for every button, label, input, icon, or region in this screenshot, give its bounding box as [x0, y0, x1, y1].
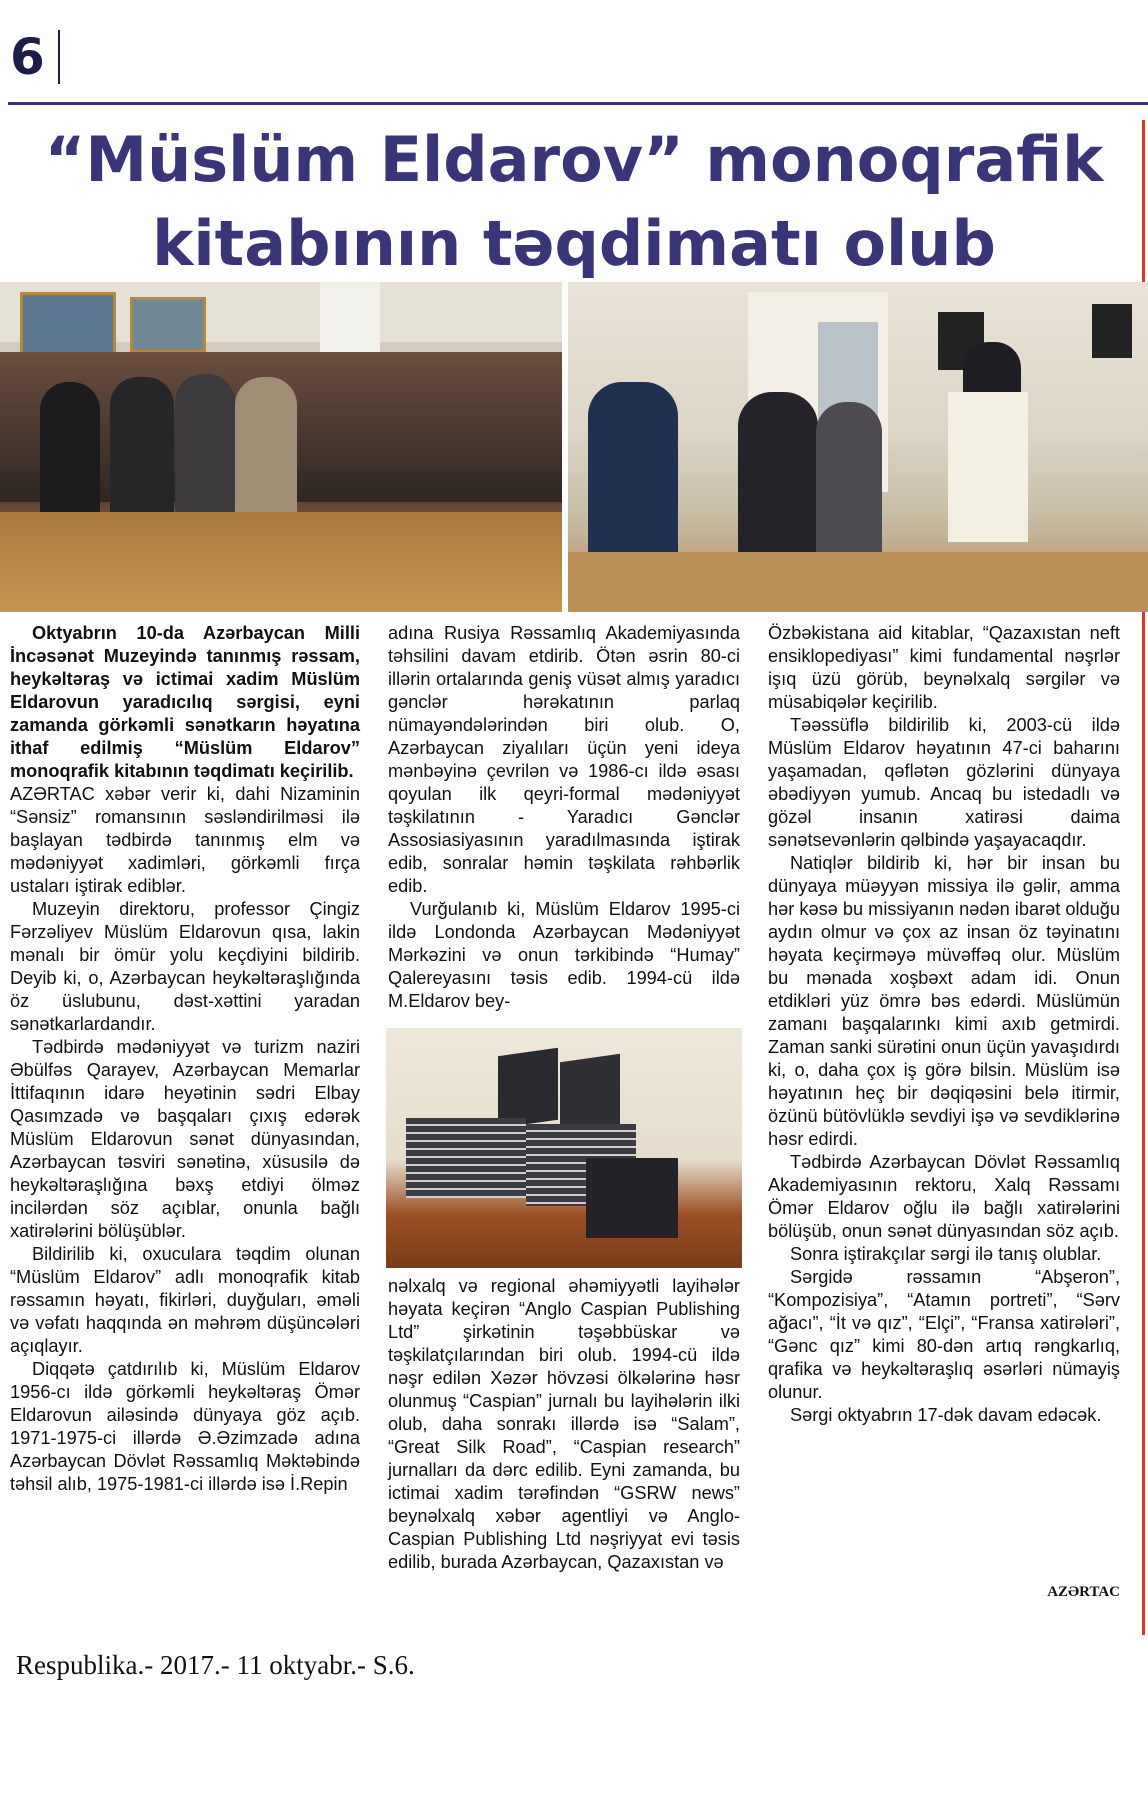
paragraph: Tədbirdə mədəniyyət və turizm naziri Əbülfəs Qarayev, Azərbaycan Memarlar İttifaqının idarə heyətinin sədri Elbay Qasımzadə və başqaları çıxış edərək Müslüm Eldarovun sənət dünyasından, Azərbaycan təsviri sənətinə, xüsusilə də heykəltəraşlığına bəxş etdiyi ölməz incilərdən söz açıblar, onunla bağlı xatirələrini bölüşüblər.: [10, 1037, 360, 1241]
news-agency-source: AZƏRTAC: [1047, 1584, 1120, 1600]
paragraph: Təəssüflə bildirilib ki, 2003-cü ildə Müslüm Eldarov həyatının 47-ci baharını yaşamadan, qəflətən gözlərini dünyaya əbədiyyən yumub. Ancaq bu istedadlı və gözəl insanın xatirəsi daima sənətsevənlərin qəlbində yaşayacaqdır.: [768, 715, 1120, 850]
photo-book-stacks: [386, 1028, 742, 1268]
paragraph: Sərgidə rəssamın “Abşeron”, “Kompozisiya”, “Atamın portreti”, “Sərv ağacı”, “İt və qız”, “Elçi”, “Fransa xatirələri”, “Gənc qız” kimi 80-dən artıq rəngkarlıq, qrafika və heykəltəraşlıq əsərləri nümayiş olunur.: [768, 1267, 1120, 1402]
publication-citation: Respublika.- 2017.- 11 oktyabr.- S.6.: [16, 1650, 415, 1680]
photo-audience: [0, 282, 562, 612]
paragraph: Diqqətə çatdırılıb ki, Müslüm Eldarov 1956-cı ildə görkəmli heykəltəraş Ömər Eldarovun ailəsində dünyaya göz açıb. 1971-1975-ci illərdə Ə.Əzimzadə adına Azərbaycan Dövlət Rəssamlıq Məktəbində təhsil alıb, 1975-1981-ci illərdə isə İ.Repin: [10, 1359, 360, 1494]
headline: [0, 118, 1148, 286]
paragraph: Muzeyin direktoru, professor Çingiz Fərzəliyev Müslüm Eldarovun qısa, lakin mənalı bir ömür yolu keçdiyini bildirib. Deyib ki, o, Azərbaycan heykəltəraşlığında öz üslubunu, dəst-xəttini yaradan sənətkarlardandır.: [10, 899, 360, 1034]
article-lead: Oktyabrın 10-da Azərbaycan Milli İncəsənət Muzeyində tanınmış rəssam, heykəltəraş və ictimai xadim Müslüm Eldarovun yaradıcılıq sərgisi, eyni zamanda görkəmli sənətkarın həyatına ithaf edilmiş “Müslüm Eldarov” monoqrafik kitabının təqdimatı keçirilib.: [10, 623, 360, 781]
page-number: 6: [10, 30, 60, 84]
paragraph: Natiqlər bildirib ki, hər bir insan bu dünyaya müəyyən missiya ilə gəlir, amma hər kəsə bu missiyanın nədən ibarət olduğu aydın olmur və çox az insan öz təyinatını həyata keçirməyə müvəffəq olur. Müslüm bu mənada xoşbəxt adam idi. Onun etdikləri yüz ömrə bəs edərdi. Müslümün zamanı başqalarınkı kimi axıb getmirdi. Zaman sanki sürətini onun üçün yavaşıdırdı ki, o, daha çox iş görə bilsin. Müslüm isə həyatının heç bir dəqiqəsini belə itirmir, özünü bütövlüklə sevdiyi işə və sevdiklərinə həsr edirdi.: [768, 853, 1120, 1149]
paragraph: Özbəkistana aid kitablar, “Qazaxıstan neft ensiklopediyası” kimi fundamental nəşrlər işıq üzü görüb, beynəlxalq sərgilər və müsabiqələr keçirilib.: [768, 623, 1120, 712]
paragraph: AZƏRTAC xəbər verir ki, dahi Nizaminin “Sənsiz” romansının səsləndirilməsi ilə başlayan tədbirdə tanınmış elm və mədəniyyət xadimləri, görkəmli fırça ustaları iştirak ediblər.: [10, 784, 360, 896]
column-2-bottom: [388, 1275, 740, 1574]
paragraph: nəlxalq və regional əhəmiyyətli layihələr həyata keçirən “Anglo Caspian Publishing Ltd” şirkətinin təşəbbüskar və təşkilatçılarından biri olub. 1994-cü ildə nəşr edilən Xəzər hövzəsi ölkələrinə həsr olunmuş “Caspian” jurnalı bu layihələrin ilki olub, daha sonrakı illərdə isə “Salam”, “Great Silk Road”, “Caspian research” jurnalları da dərc edilib. Eyni zamanda, bu ictimai xadim tərəfindən “GSRW news” beynəlxalq xəbər agentliyi və Anglo-Caspian Publishing Ltd nəşriyyat evi təsis edilib, burada Azərbaycan, Qazaxıstan və: [388, 1276, 740, 1572]
headline-line-1: “Müslüm Eldarov” monoqrafik: [44, 123, 1104, 196]
paragraph: Vurğulanıb ki, Müslüm Eldarov 1995-ci ildə Londonda Azərbaycan Mədəniyyət Mərkəzini və onun tərkibində “Humay” Qalereyasını təsis edib. 1994-cü ildə M.Eldarov bey-: [388, 899, 740, 1011]
paragraph: Bildirilib ki, oxuculara təqdim olunan “Müslüm Eldarov” adlı monoqrafik kitab rəssamın həyatı, fikirləri, duyğuları, əməli və vəfatı haqqında ən məhrəm düşüncələri açıqlayır.: [10, 1244, 360, 1356]
paragraph: Tədbirdə Azərbaycan Dövlət Rəssamlıq Akademiyasının rektoru, Xalq Rəssamı Ömər Eldarov oğlu ilə bağlı xatirələrini bölüşüb, onun sənət dünyasından söz açıb.: [768, 1152, 1120, 1241]
headline-line-2: kitabının təqdimatı olub: [152, 207, 996, 280]
photo-speaker-podium: [568, 282, 1148, 612]
paragraph: Sonra iştirakçılar sərgi ilə tanış olublar.: [790, 1244, 1102, 1264]
paragraph: Sərgi oktyabrın 17-dək davam edəcək.: [790, 1405, 1102, 1425]
column-1: [10, 622, 360, 1496]
paragraph: adına Rusiya Rəssamlıq Akademiyasında təhsilini davam etdirib. Ötən əsrin 80-ci illərin ortalarında geniş vüsət almış yaradıcı gənclər hərəkatının parlaq nümayəndələrindən biri olub. O, Azərbaycan ziyalıları üçün yeni ideya mənbəyinə çevrilən və 1986-cı ildə əsası qoyulan ilk qeyri-formal mədəniyyət təşkilatının - Yaradıcı Gənclər Assosiasiyasının yaradılmasında iştirak edib, sonralar həmin təşkilata rəhbərlik edib.: [388, 623, 740, 896]
column-2-top: [388, 622, 740, 1013]
top-rule: [8, 102, 1148, 105]
column-3: [768, 622, 1120, 1427]
